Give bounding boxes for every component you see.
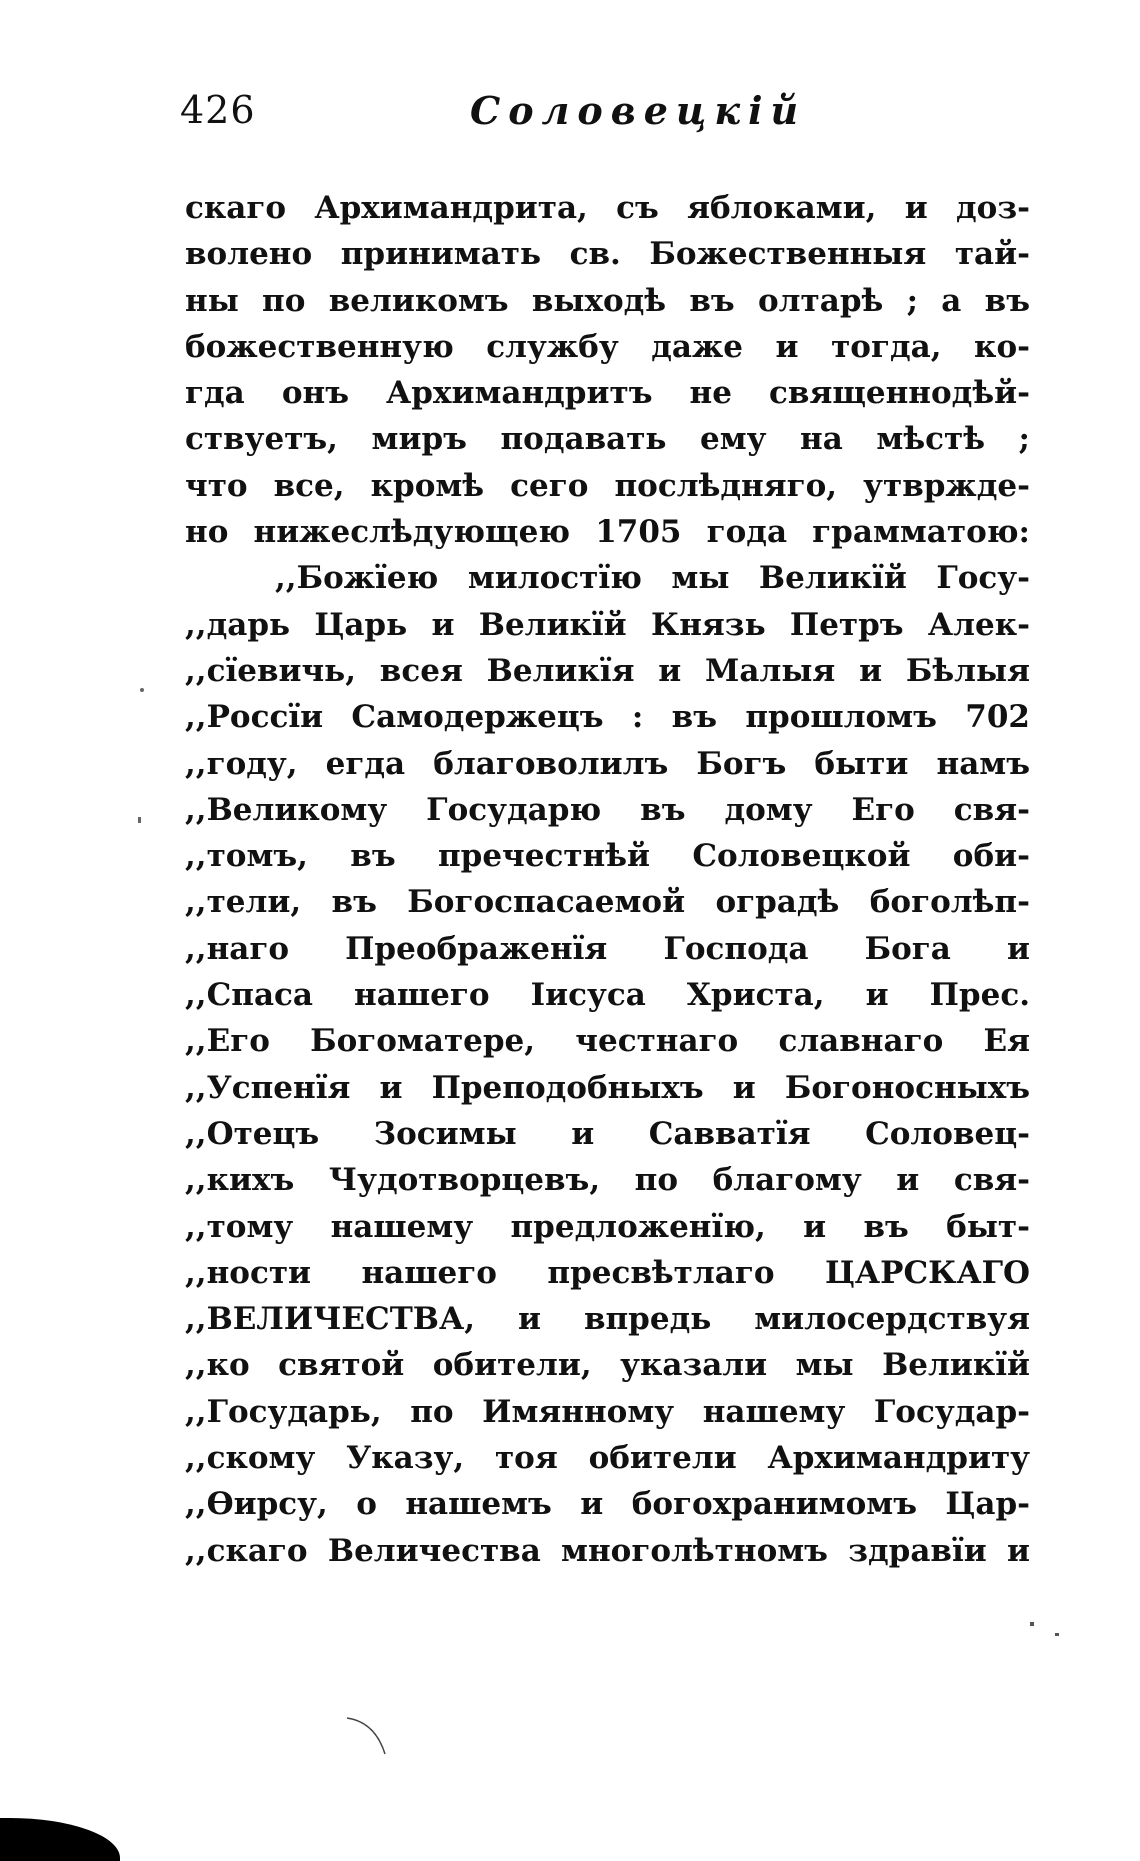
text-line: волено принимать св. Божественныя тай- <box>185 236 1030 273</box>
text-line: ,,дарь Царь и Великїй Князь Петръ Алек- <box>185 606 1030 643</box>
text-line: ,,Ѳирсу, о нашемъ и богохранимомъ Цар- <box>185 1486 1030 1523</box>
scan-shadow <box>0 1818 120 1861</box>
text-line: ,,тели, въ Богоспасаемой оградѣ боголѣп- <box>185 884 1030 921</box>
text-line: божественную службу даже и тогда, ко- <box>185 328 1030 365</box>
text-line: ,,Успенїя и Преподобныхъ и Богоносныхъ <box>185 1069 1030 1106</box>
scan-speck <box>1030 1622 1034 1626</box>
text-line: что все, кромѣ сего послѣдняго, утвржде- <box>185 467 1030 504</box>
text-line: скаго Архимандрита, съ яблоками, и доз- <box>185 190 1030 226</box>
text-line: ,,тому нашему предложенїю, и въ быт- <box>185 1208 1030 1245</box>
text-line: ,,Божїею милостїю мы Великїй Госу- <box>275 560 1030 597</box>
text-line: ствуетъ, миръ подавать ему на мѣстѣ ; <box>185 421 1030 458</box>
scan-speck <box>140 688 144 692</box>
scan-stroke <box>345 1716 405 1756</box>
text-line: ,,Великому Государю въ дому Его свя- <box>185 791 1030 828</box>
text-line: ,,году, егда благоволилъ Богъ быти намъ <box>185 745 1030 782</box>
text-line: ,,кихъ Чудотворцевъ, по благому и свя- <box>185 1162 1030 1199</box>
text-line: ,,Россїи Самодержецъ : въ прошломъ 702 <box>185 699 1030 736</box>
page-number: 426 <box>180 88 256 132</box>
text-line: но нижеслѣдующею 1705 года грамматою: <box>185 514 1030 551</box>
text-line: ,,Отецъ Зосимы и Савватїя Соловец- <box>185 1115 1030 1152</box>
text-line: ,,скому Указу, тоя обители Архимандриту <box>185 1440 1030 1477</box>
text-line: ,,Его Богоматере, честнаго славнаго Ея <box>185 1023 1030 1060</box>
text-line: гда онъ Архимандритъ не священнодѣй- <box>185 375 1030 412</box>
page-header <box>0 88 1140 148</box>
text-line: ны по великомъ выходѣ въ олтарѣ ; а въ <box>185 282 1030 319</box>
text-line: ,,сїевичь, всея Великїя и Малыя и Бѣлыя <box>185 652 1030 689</box>
text-line: ,,скаго Величества многолѣтномъ здравїи и <box>185 1532 1030 1569</box>
text-line: ,,Спаса нашего Іисуса Христа, и Прес. <box>185 977 1030 1014</box>
text-line: ,,ко святой обители, указали мы Великїй <box>185 1347 1030 1384</box>
text-line: ,,томъ, въ пречестнѣй Соловецкой оби- <box>185 838 1030 875</box>
text-line: ,,ВЕЛИЧЕСТВА, и впредь милосердствуя <box>185 1301 1030 1338</box>
scan-speck <box>1055 1633 1059 1636</box>
text-line: ,,Государь, по Имянному нашему Государ- <box>185 1393 1030 1430</box>
text-line: ,,ности нашего пресвѣтлаго ЦАРСКАГО <box>185 1254 1030 1291</box>
scan-speck <box>138 817 141 823</box>
running-head: Соловецкій <box>470 88 807 133</box>
text-line: ,,наго Преображенїя Господа Бога и <box>185 930 1030 967</box>
body-text <box>185 185 1030 1574</box>
